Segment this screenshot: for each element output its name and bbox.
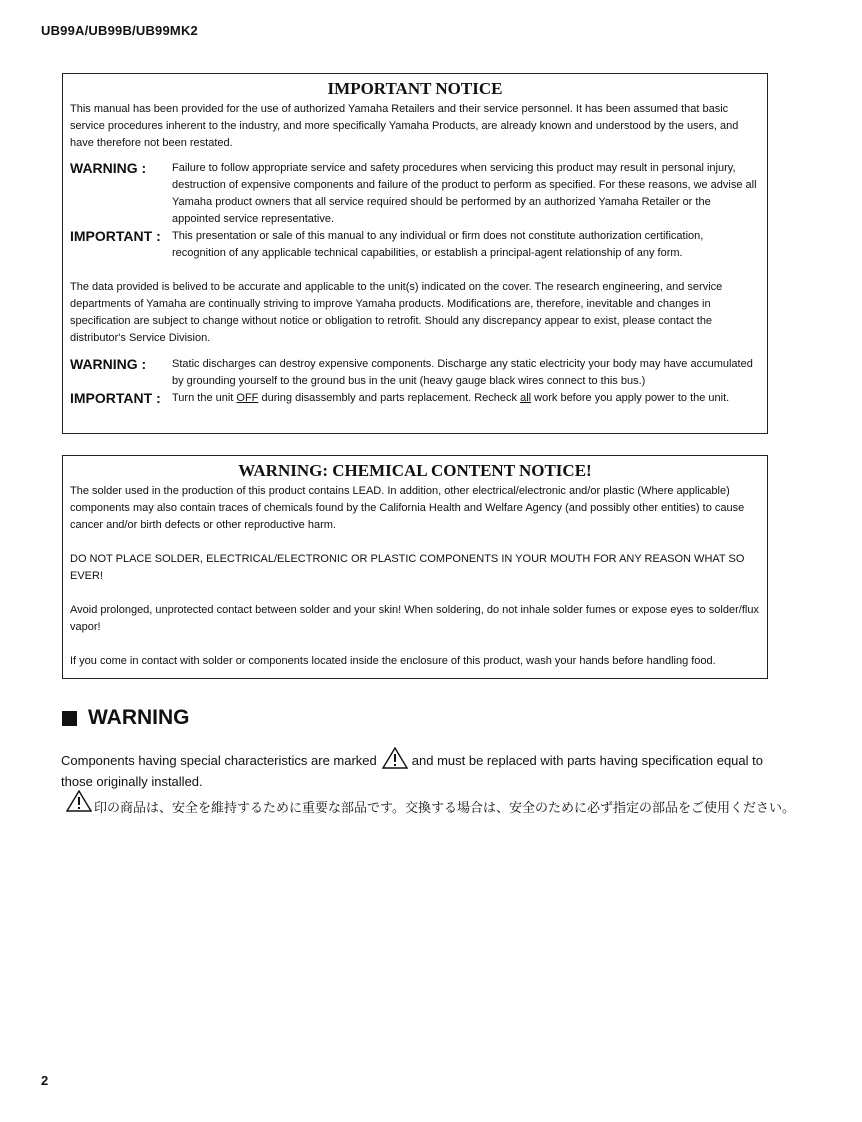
warning-row-2: [63, 356, 767, 390]
data-paragraph: The data provided is belived to be accurate and applicable to the unit(s) indicated on the cover. The research engineering, and service departments of Yamaha are continually striving to improve Yamaha products. Modifications are, therefore, inevitable and changes in specification are subject to change without notice or obligation to retrofit. Should any discrepancy appear to exist, please contact the distributor's Service Division.: [70, 281, 723, 344]
important-notice-box: [62, 73, 768, 434]
off-underlined: OFF: [236, 392, 259, 404]
important-text-2: Turn the unit OFF during disassembly and parts replacement. Recheck all work before you apply power to the unit.: [172, 392, 730, 404]
components-note-after: and must be replaced with parts having specification equal to those originally installed.: [61, 753, 763, 789]
intro-paragraph: This manual has been provided for the use of authorized Yamaha Retailers and their service personnel. It has been assumed that basic service procedures inherent to the industry, and more specifically Yamaha Products, are already known and understood by the users, and have therefore not been restated.: [70, 103, 739, 149]
warning-triangle-icon: [66, 790, 92, 816]
important-notice-title: IMPORTANT NOTICE: [327, 79, 503, 98]
warning-label-1: WARNING :: [70, 160, 147, 176]
warning-text-1: Failure to follow appropriate service and safety procedures when servicing this product may result in personal injury, destruction of expensive components and failure of the product to perform as specified. For these reasons, we advise all Yamaha product owners that all service required should be performed by an authorized Yamaha Retailer or the appointed service representative.: [172, 162, 757, 225]
important-text-1: This presentation or sale of this manual to any individual or firm does not constitute authorization certification, recognition of any applicable technical capabilities, or establish a principal-agent relationship of any form.: [172, 230, 704, 259]
warning-row-1: [63, 160, 767, 228]
chemical-notice-title: WARNING: CHEMICAL CONTENT NOTICE!: [238, 461, 592, 480]
important-row-1: [63, 228, 767, 262]
black-square-icon: [62, 711, 77, 726]
warning-section-heading: [62, 706, 190, 730]
chemical-paragraph-2: DO NOT PLACE SOLDER, ELECTRICAL/ELECTRONIC OR PLASTIC COMPONENTS IN YOUR MOUTH FOR ANY REASON WHAT SO EVER!: [70, 553, 745, 582]
all-underlined: all: [520, 392, 532, 404]
warning-triangle-icon: [382, 747, 408, 773]
important-row-2: [63, 390, 767, 407]
components-note: [61, 747, 771, 790]
important-label-1: IMPORTANT :: [70, 228, 161, 244]
warning-heading-text: WARNING: [88, 706, 190, 729]
chemical-paragraph-1: The solder used in the production of this product contains LEAD. In addition, other electrical/electronic and/or plastic (Where applicable) components may also contain traces of chemicals found by the California Health and Welfare Agency (and possibly other entities) to cause cancer and/or birth defects or other reproductive harm.: [70, 485, 745, 531]
chemical-paragraph-4: If you come in contact with solder or components located inside the enclosure of this product, wash your hands before handling food.: [70, 655, 716, 667]
japanese-note-text: 印の商品は、安全を維持するために重要な部品です。交換する場合は、安全のために必ず指定の部品をご使用ください。: [94, 801, 795, 816]
chemical-paragraph-3: Avoid prolonged, unprotected contact between solder and your skin! When soldering, do not inhale solder fumes or expose eyes to solder/flux vapor!: [70, 604, 759, 633]
page-number: 2: [41, 1073, 49, 1088]
model-header: UB99A/UB99B/UB99MK2: [41, 23, 198, 38]
warning-label-2: WARNING :: [70, 356, 147, 372]
warning-text-2: Static discharges can destroy expensive components. Discharge any static electricity your body may have accumulated by grounding yourself to the ground bus in the unit (heavy gauge black wires connect to this bus.): [172, 358, 753, 387]
components-note-before: Components having special characteristics are marked: [61, 753, 377, 768]
chemical-notice-box: [62, 455, 768, 679]
japanese-note: [66, 790, 795, 816]
important-label-2: IMPORTANT :: [70, 390, 161, 406]
